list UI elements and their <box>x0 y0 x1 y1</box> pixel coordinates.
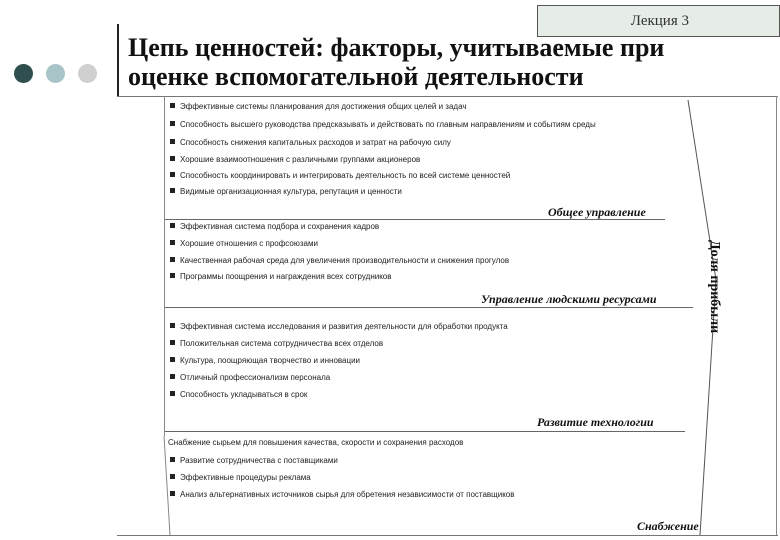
list-item: Культура, поощряющая творчество и инновации <box>170 356 360 366</box>
list-item: Хорошие отношения с профсоюзами <box>170 239 318 249</box>
list-item: Способность укладываться в срок <box>170 390 307 400</box>
list-item: Эффективные системы планирования для достижения общих целей и задач <box>170 102 467 112</box>
list-item: Развитие сотрудничества с поставщиками <box>170 456 338 466</box>
list-item: Положительная система сотрудничества всех отделов <box>170 339 383 349</box>
section-title-general: Общее управление <box>548 205 646 219</box>
section-title-hr: Управление людскими ресурсами <box>481 292 657 306</box>
section-divider <box>165 431 685 432</box>
list-item: Хорошие взаимоотношения с различными группами акционеров <box>170 155 420 165</box>
list-item: Программы поощрения и награждения всех сотрудников <box>170 272 392 282</box>
section-divider <box>165 307 693 308</box>
list-item: Отличный профессионализм персонала <box>170 373 330 383</box>
profit-margin-label: Доля прибыли <box>707 240 722 334</box>
section-title-tech: Развитие технологии <box>537 415 654 429</box>
supply-intro: Снабжение сырьем для повышения качества, скорости и сохранения расходов <box>168 438 464 447</box>
list-item: Качественная рабочая среда для увеличения производительности и снижения прогулов <box>170 256 509 266</box>
list-item: Способность снижения капитальных расходов и затрат на рабочую силу <box>170 138 451 148</box>
page-title-line2: оценке вспомогательной деятельности <box>128 62 584 91</box>
page-title-line1: Цепь ценностей: факторы, учитываемые при <box>128 33 665 62</box>
list-item: Анализ альтернативных источников сырья для обретения независимости от поставщиков <box>170 490 515 500</box>
list-item: Эффективная система исследования и развития деятельности для обработки продукта <box>170 322 508 332</box>
section-title-supply: Снабжение <box>637 519 699 533</box>
lecture-label: Лекция 3 <box>630 12 689 29</box>
section-divider <box>165 219 665 220</box>
list-item: Эффективные процедуры реклама <box>170 473 311 483</box>
frame-left-lower-edge <box>164 436 170 535</box>
list-item: Эффективная система подбора и сохранения кадров <box>170 222 379 232</box>
list-item: Способность координировать и интегрировать деятельность по всей системе ценностей <box>170 171 510 181</box>
list-item: Видимые организационная культура, репутация и ценности <box>170 187 402 197</box>
list-item: Способность высшего руководства предсказывать и действовать по главным направлениям и событиям среды <box>170 120 596 130</box>
